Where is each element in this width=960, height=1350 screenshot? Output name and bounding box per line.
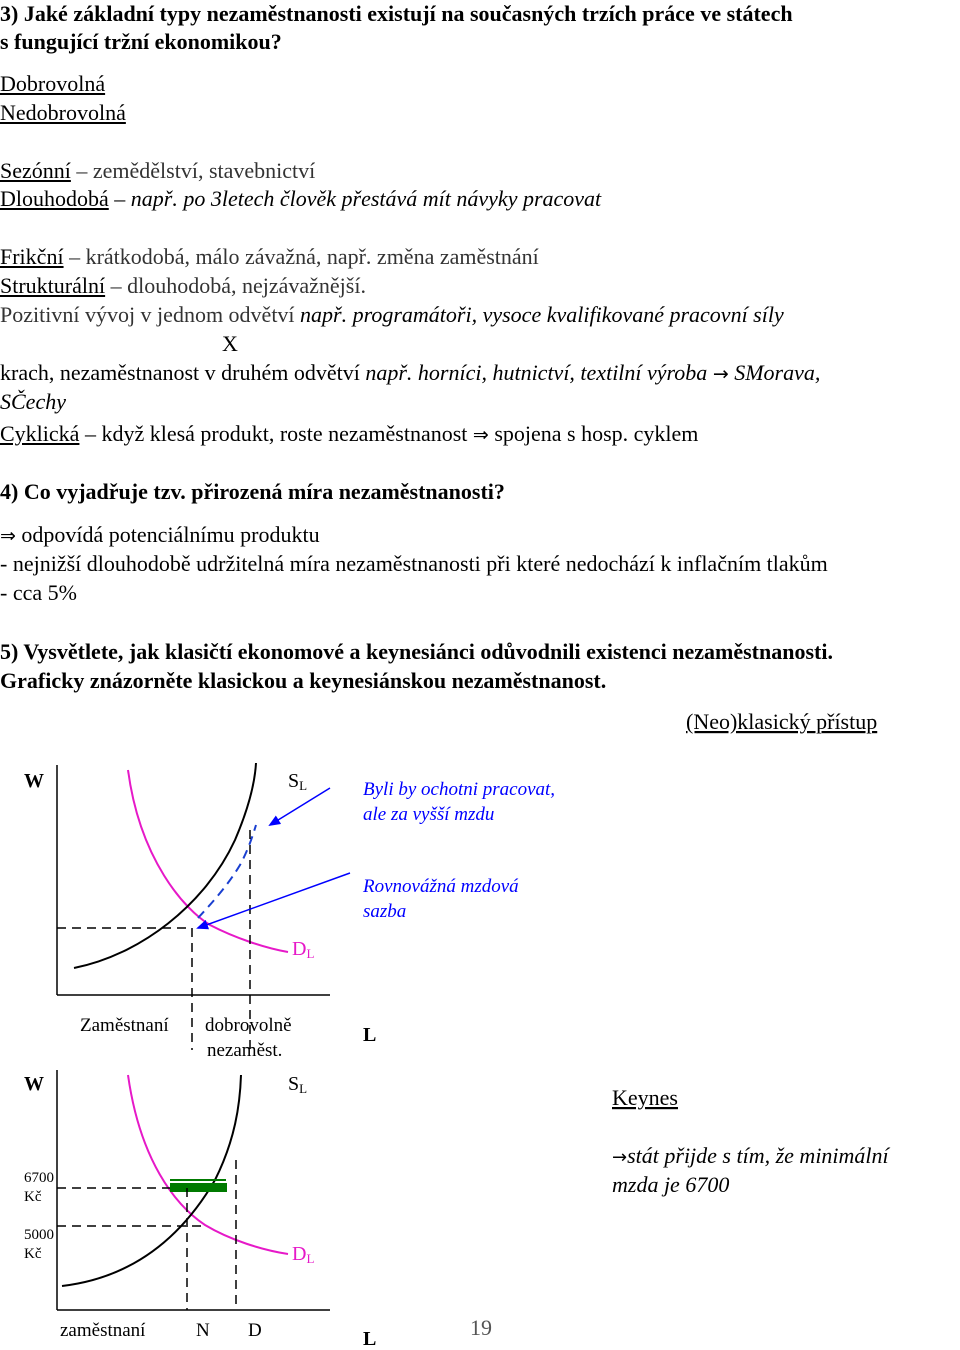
q4-line3: - cca 5%	[0, 580, 77, 605]
term-seasonal: Sezónní	[0, 158, 71, 183]
crash-example-regions: SMorava,	[728, 360, 821, 385]
graph1-x-label: L	[363, 1024, 377, 1046]
graph2-y-label: W	[24, 1073, 44, 1095]
graph2-supply-label: SL	[288, 1073, 308, 1096]
cyclical-tail: spojena s hosp. cyklem	[488, 421, 699, 446]
x-mark: X	[222, 331, 238, 356]
graph1-arrow-to-supply	[270, 788, 330, 825]
term-longterm: Dlouhodobá	[0, 186, 109, 211]
graph2-unemployment-gap	[170, 1183, 227, 1192]
structural-desc: – dlouhodobá, nejzávažnější.	[105, 273, 366, 298]
term-structural: Strukturální	[0, 273, 106, 298]
graph1-supply-curve	[74, 763, 256, 968]
longterm-dash: –	[108, 186, 131, 211]
keynes-title: Keynes	[612, 1085, 678, 1110]
positive-example: např. programátoři, vysoce kvalifikované pracovní síly	[300, 302, 784, 327]
term-involuntary: Nedobrovolná	[0, 100, 126, 125]
graph2-n-label: N	[196, 1320, 210, 1341]
implies-icon: ⇒	[472, 424, 489, 446]
q5-heading-line2: Graficky znázorněte klasickou a keynesiánskou nezaměstnanost.	[0, 668, 607, 693]
graph2-d-label: D	[248, 1320, 262, 1341]
crash-text: krach, nezaměstnanost v druhém odvětví	[0, 360, 366, 385]
cyclical-desc: – když klesá produkt, roste nezaměstnanost	[79, 421, 473, 446]
graph1-demand-label: DL	[292, 938, 315, 961]
graph2-wage-low: 5000	[24, 1227, 54, 1243]
graph1-note-equilibrium-line2: sazba	[363, 901, 407, 922]
graph2-demand-curve	[128, 1075, 288, 1254]
classical-approach-label: (Neo)klasický přístup	[686, 709, 878, 734]
crash-example: např. horníci, hutnictví, textilní výroba	[365, 360, 708, 385]
page-number: 19	[470, 1315, 492, 1340]
arrow-right-icon: →	[712, 363, 729, 385]
graph1-note-willing-line1: Byli by ochotni pracovat,	[363, 779, 556, 800]
graph1-voluntary-label-line2: nezaměst.	[207, 1040, 283, 1061]
frictional-desc: – krátkodobá, málo závažná, např. změna zaměstnání	[63, 244, 539, 269]
term-frictional: Frikční	[0, 244, 64, 269]
q4-line1-text: odpovídá potenciálnímu produktu	[15, 522, 320, 547]
graph1-supply-label: SL	[288, 770, 308, 793]
classical-graph	[24, 763, 555, 1061]
graph2-wage-low-unit: Kč	[24, 1246, 42, 1262]
implies-icon: ⇒	[0, 525, 16, 547]
graph1-voluntary-label-line1: dobrovolně	[205, 1015, 292, 1036]
graph1-employed-label: Zaměstnaní	[80, 1015, 169, 1036]
graph1-note-willing-line2: ale za vyšší mzdu	[363, 804, 495, 825]
keynesian-graph	[24, 1070, 376, 1350]
longterm-desc: např. po 3letech člověk přestává mít návyky pracovat	[130, 186, 602, 211]
graph1-y-label: W	[24, 770, 44, 792]
q4-heading: 4) Co vyjadřuje tzv. přirozená míra nezaměstnanosti?	[0, 479, 505, 504]
q3-heading-line2: s fungující tržní ekonomikou?	[0, 29, 282, 54]
graph1-note-equilibrium-line1: Rovnovážná mzdová	[363, 876, 519, 897]
q3-heading-line1: 3) Jaké základní typy nezaměstnanosti existují na současných trzích práce ve státech	[0, 1, 793, 26]
crash-example-cont: SČechy	[0, 389, 66, 414]
q4-line2: - nejnižší dlouhodobě udržitelná míra nezaměstnanosti při které nedochází k inflačním tlakům	[0, 551, 828, 576]
graph2-demand-label: DL	[292, 1243, 315, 1266]
graph2-x-label: L	[363, 1328, 377, 1350]
term-voluntary: Dobrovolná	[0, 71, 106, 96]
graph2-wage-high: 6700	[24, 1170, 54, 1186]
q5-heading-line1: 5) Vysvětlete, jak klasičtí ekonomové a keynesiánci odůvodnili existenci nezaměstnanosti.	[0, 639, 833, 664]
keynes-line2: mzda je 6700	[612, 1172, 730, 1197]
graph1-arrow-to-equilibrium	[198, 873, 350, 928]
keynes-line1: →stát přijde s tím, že minimální	[612, 1143, 889, 1168]
seasonal-desc: – zemědělství, stavebnictví	[70, 158, 316, 183]
graph2-employed-label: zaměstnaní	[60, 1320, 146, 1341]
positive-text: Pozitivní vývoj v jednom odvětví	[0, 302, 301, 327]
graph1-voluntary-segment	[198, 825, 256, 918]
term-cyclical: Cyklická	[0, 421, 80, 446]
graph2-wage-high-unit: Kč	[24, 1189, 42, 1205]
